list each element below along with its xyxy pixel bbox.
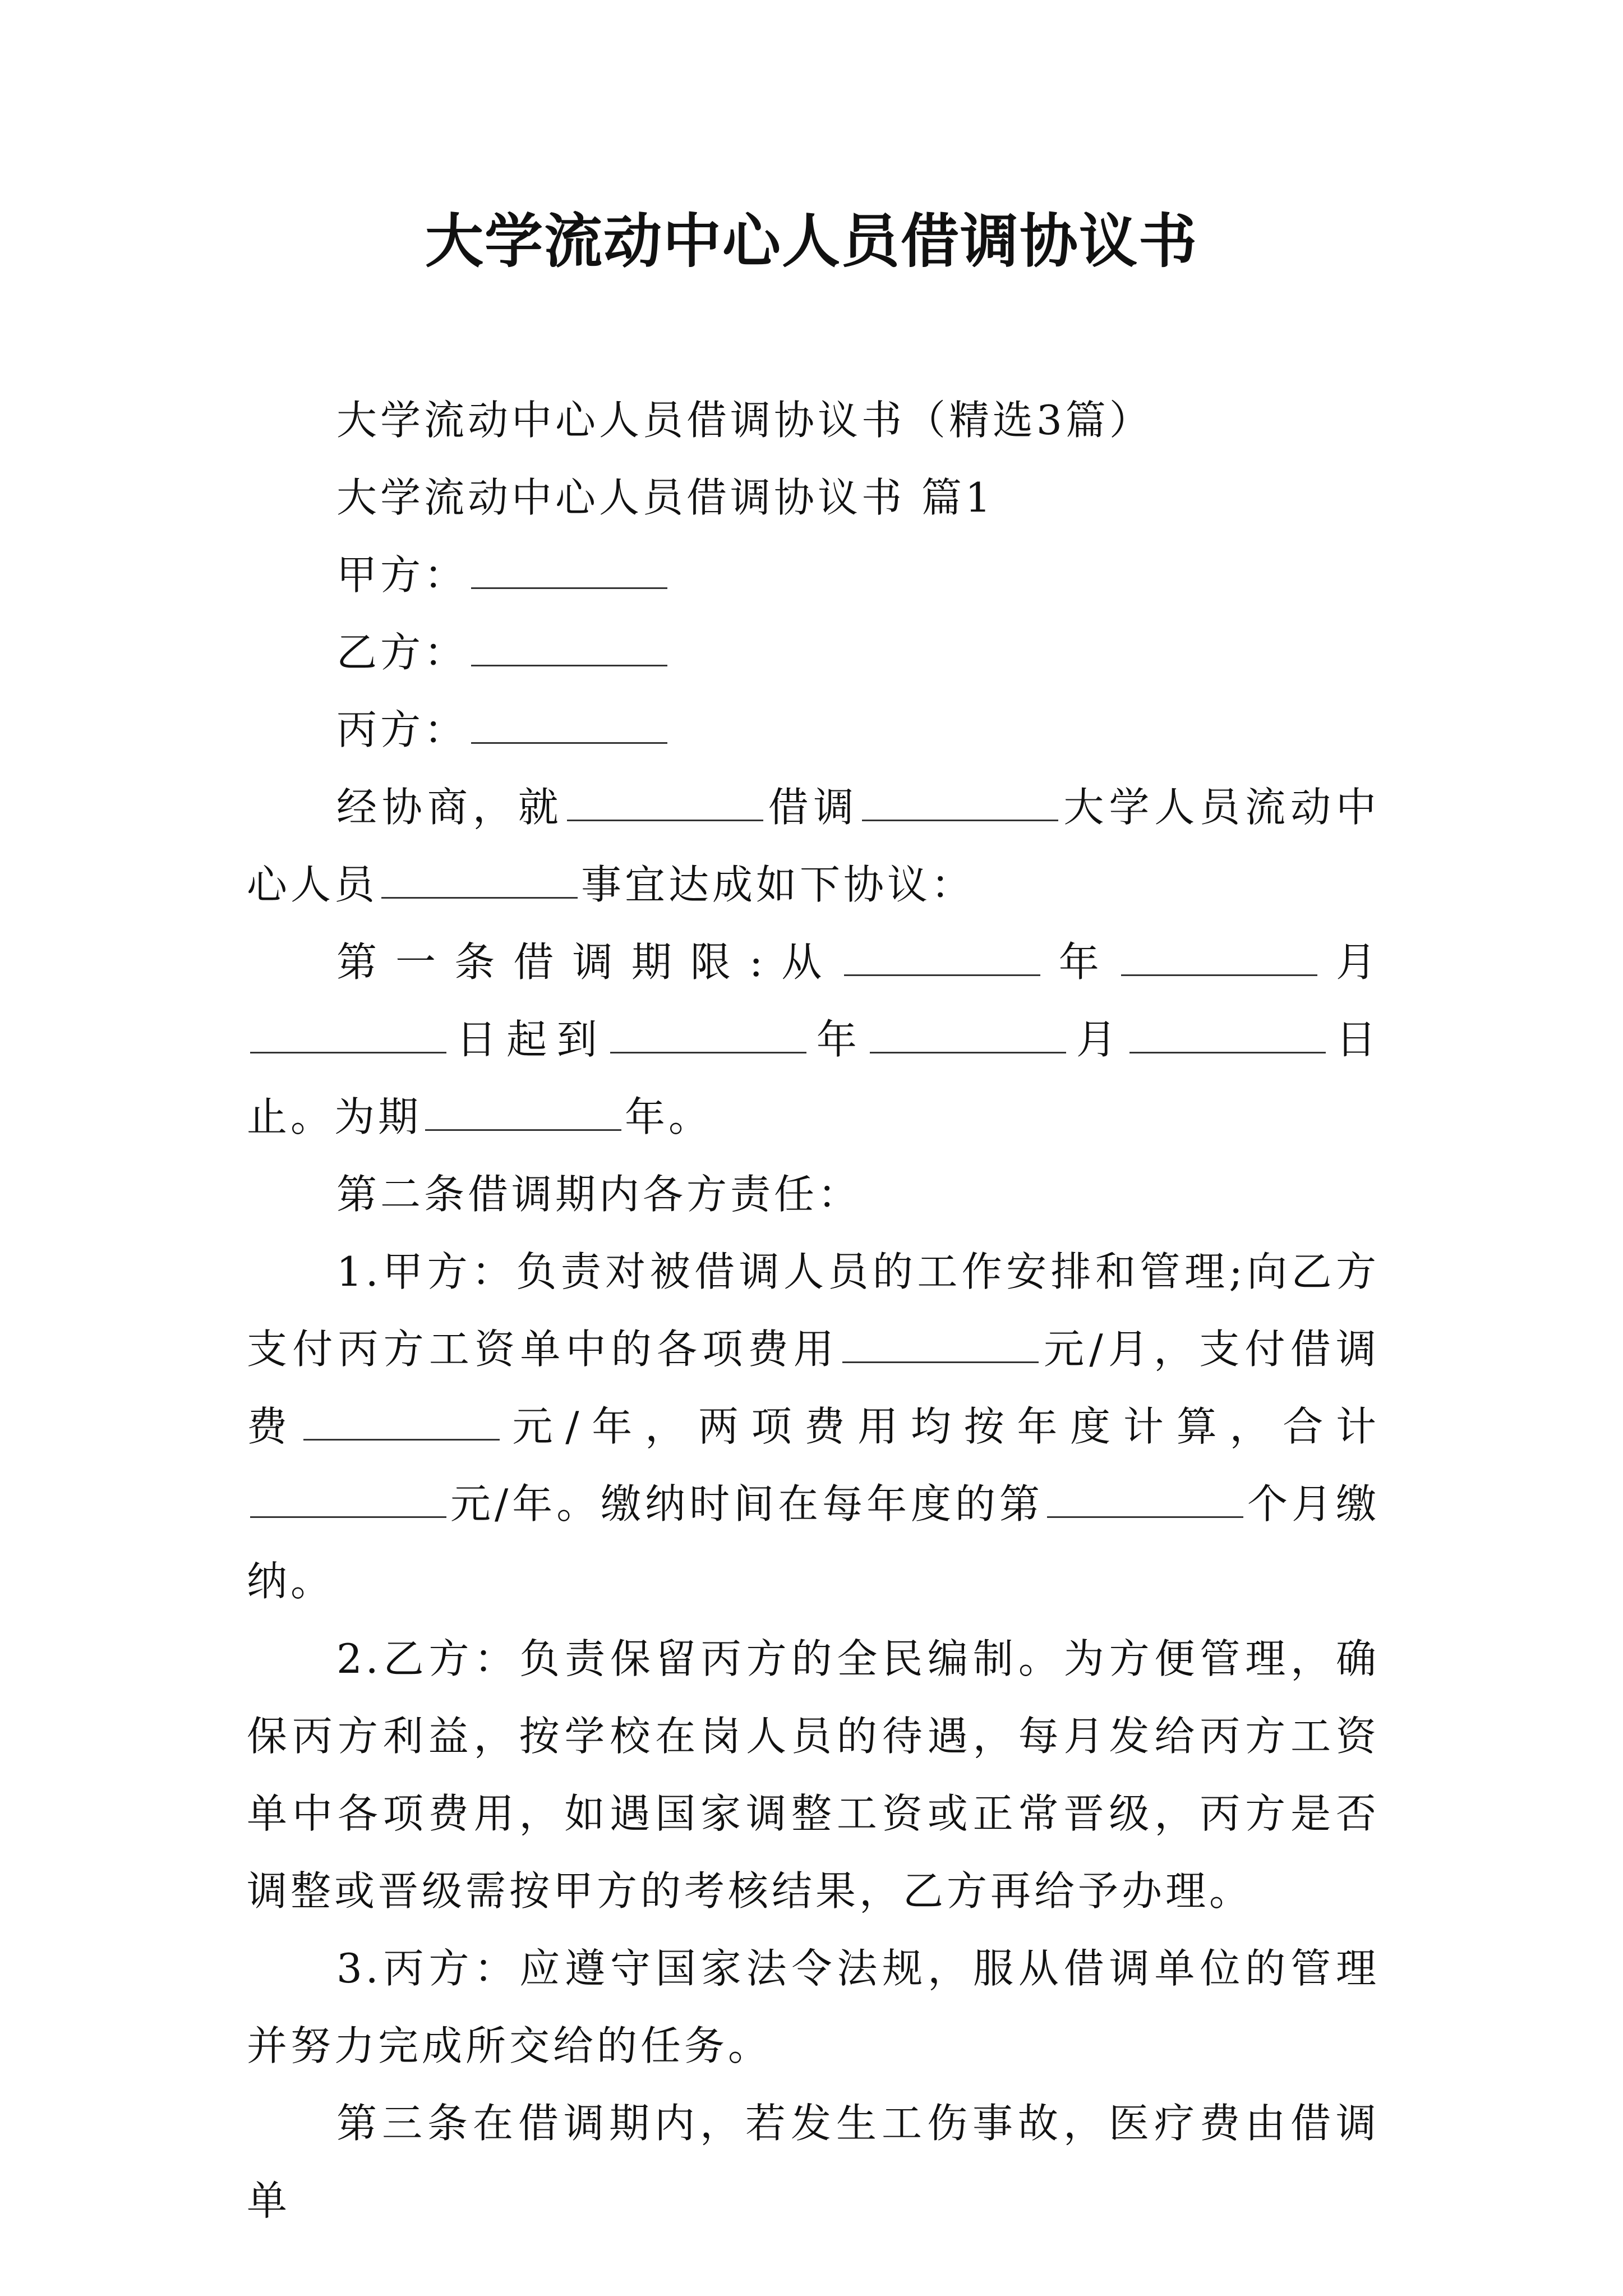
blank: [381, 862, 578, 899]
blank: [870, 1017, 1066, 1053]
intro-text: 事宜达成如下协议：: [581, 861, 975, 908]
clause1-text: 元/年，两项费用均按年度计算，合计: [502, 1403, 1380, 1450]
clause1-text: 个月缴纳。: [247, 1480, 1380, 1605]
party-b-line: [247, 614, 1380, 691]
clause2-paragraph: 2.乙方：负责保留丙方的全民编制。为方便管理，确保丙方利益，按学校在岗人员的待遇，每月发给丙方工资单中各项费用，如遇国家调整工资或正常晋级，丙方是否调整或晋级需按甲方的考核结果，乙方再给予办理。: [247, 1635, 1380, 1915]
clause1-text: 元/年。缴纳时间在每年度的第: [450, 1480, 1044, 1527]
article1-text: 日起到: [450, 1016, 607, 1063]
document-body: [247, 381, 1380, 2239]
article1-text: 月: [1320, 938, 1380, 986]
party-a-label: 甲方：: [336, 551, 468, 599]
blank: [844, 940, 1040, 976]
intro-text: 借调: [766, 784, 859, 831]
article1-paragraph: [247, 923, 1380, 1156]
clause1-paragraph: [247, 1233, 1380, 1620]
party-b-label: 乙方：: [336, 629, 468, 676]
blank: [1121, 940, 1317, 976]
intro-text: 经协商，就: [336, 784, 564, 831]
blank: [425, 1094, 621, 1131]
intro-text: 大学人员流动中心人员: [247, 784, 1380, 908]
blank: [567, 785, 763, 821]
document-subtitle: 大学流动中心人员借调协议书（精选3篇）: [336, 397, 1153, 444]
document-title: 大学流动中心人员借调协议书: [425, 207, 1198, 275]
clause3-paragraph: 3.丙方：应遵守国家法令法规，服从借调单位的管理并努力完成所交给的任务。: [247, 1945, 1380, 2069]
clause1-text: 元/月，支付借调费: [247, 1326, 1380, 1450]
party-a-blank: [471, 553, 667, 589]
blank: [610, 1017, 806, 1053]
clause1-text: 1.甲方：负责对被借调人员的工作安排和管理;向乙方支付丙方工资单中的各项费用: [247, 1248, 1380, 1373]
blank: [842, 1327, 1039, 1363]
article1-text: 第一条借调期限:从: [336, 938, 841, 986]
blank: [1129, 1017, 1326, 1053]
party-c-line: [247, 691, 1380, 769]
article1-text: 年: [1043, 938, 1118, 986]
section-heading: 大学流动中心人员借调协议书 篇1: [336, 474, 994, 521]
article1-text: 月: [1069, 1016, 1127, 1063]
blank: [303, 1404, 500, 1441]
blank: [862, 785, 1058, 821]
party-c-blank: [471, 707, 667, 744]
article1-text: 年: [810, 1016, 867, 1063]
party-a-line: [247, 536, 1380, 614]
party-b-blank: [471, 630, 667, 666]
blank: [1047, 1481, 1243, 1518]
blank: [250, 1481, 446, 1518]
intro-paragraph: [247, 769, 1380, 923]
blank: [250, 1017, 446, 1053]
party-c-label: 丙方：: [336, 706, 468, 753]
article2-heading: 第二条借调期内各方责任：: [336, 1171, 862, 1218]
article1-text: 日止。为期: [247, 1016, 1380, 1140]
article3-paragraph: 第三条在借调期内，若发生工伤事故，医疗费由借调单: [247, 2100, 1380, 2224]
article1-text: 年。: [625, 1093, 713, 1140]
